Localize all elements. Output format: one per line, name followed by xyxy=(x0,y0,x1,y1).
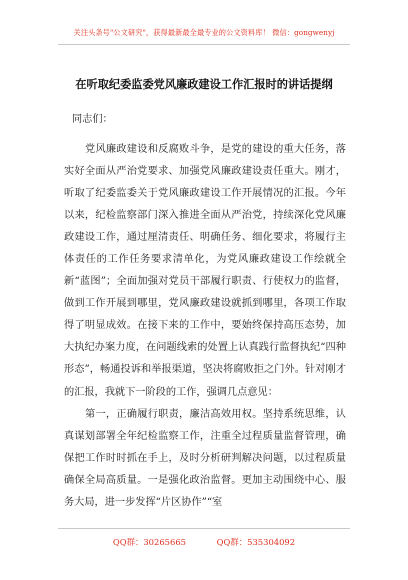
header-divider xyxy=(58,44,350,45)
document-body xyxy=(64,113,346,514)
footer-contact xyxy=(0,536,408,548)
footer-qq-group-1: QQ群：30265665 xyxy=(112,537,186,547)
paragraph-1: 党风廉政建设和反腐败斗争，是党的建设的重大任务，落实好全面从严治党要求、加强党风廉政建设责任重大。刚才，听取了纪委监委关于党风廉政建设工作开展情况的汇报。今年以来，纪检监察部门深入推进全面从严治党，持续深化党风廉政建设工作，通过厘清责任、明确任务、细化要求，将履行主体责任的工作任务要求清单化，为党风廉政建设工作绘就全新“蓝图”；全面加强对党员干部履行职责、行使权力的监督，做到工作开展到哪里，党风廉政建设就抓到哪里，各项工作取得了明显成效。在接下来的工作中，要始终保持高压态势，加大执纪办案力度，在问题线索的处置上认真践行监督执纪“四种形态”，畅通投诉和举报渠道，坚决将腐败拒之门外。针对刚才的汇报，我就下一阶段的工作，强调几点意见： xyxy=(64,144,346,398)
salutation: 同志们： xyxy=(72,114,113,125)
header-promo-note: 关注头条号"公文研究"，获得最新最全最专业的公文资料库！ 微信：gongwenyj xyxy=(73,28,335,37)
paragraph-2: 第一，正确履行职责，廉洁高效用权。坚持系统思维，认真谋划部署全年纪检监察工作，注重全过程质量监督管理，确保把工作时时抓在手上，及时分析研判解决问题，以过程质量确保全局高质量。一是强化政治监督。更加主动围绕中心、服务大局，进一步发挥“片区协作”“室 xyxy=(64,408,346,508)
footer-qq-group-2: QQ群：535304092 xyxy=(216,537,296,547)
footer-divider xyxy=(58,528,350,529)
document-title: 在听取纪委监委党风廉政建设工作汇报时的讲话提纲 xyxy=(75,77,333,91)
